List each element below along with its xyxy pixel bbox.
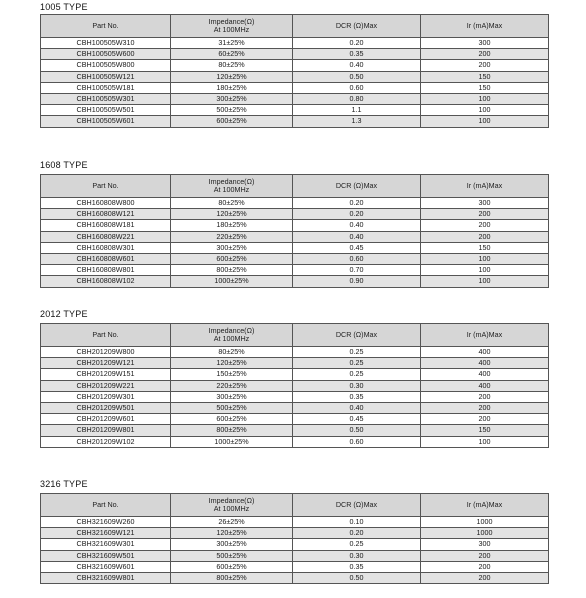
cell-impedance: 800±25%	[171, 572, 293, 583]
cell-impedance: 300±25%	[171, 391, 293, 402]
cell-impedance: 26±25%	[171, 517, 293, 528]
section-title: 2012 TYPE	[40, 309, 88, 319]
cell-ir: 200	[421, 391, 549, 402]
header-dcr: DCR (Ω)Max	[293, 494, 421, 517]
table-row	[41, 347, 549, 358]
cell-part-no: CBH321609W601	[41, 561, 171, 572]
cell-dcr: 0.40	[293, 220, 421, 231]
cell-ir: 200	[421, 220, 549, 231]
cell-part-no: CBH201209W800	[41, 347, 171, 358]
cell-part-no: CBH201209W121	[41, 358, 171, 369]
cell-impedance: 180±25%	[171, 220, 293, 231]
cell-dcr: 0.20	[293, 209, 421, 220]
table-row	[41, 369, 549, 380]
cell-dcr: 0.25	[293, 358, 421, 369]
cell-impedance: 600±25%	[171, 116, 293, 127]
cell-ir: 200	[421, 550, 549, 561]
cell-part-no: CBH321609W801	[41, 572, 171, 583]
spec-table	[40, 174, 549, 288]
table-row	[41, 198, 549, 209]
table-row	[41, 436, 549, 447]
cell-impedance: 220±25%	[171, 231, 293, 242]
cell-dcr: 0.20	[293, 528, 421, 539]
cell-dcr: 0.40	[293, 231, 421, 242]
cell-part-no: CBH160808W181	[41, 220, 171, 231]
header-ir: Ir (mA)Max	[421, 15, 549, 38]
header-impedance-line1: Impedance(Ω)	[208, 496, 255, 505]
table-row	[41, 425, 549, 436]
cell-part-no: CBH201209W501	[41, 402, 171, 413]
cell-dcr: 0.30	[293, 550, 421, 561]
table-row	[41, 276, 549, 287]
cell-ir: 100	[421, 93, 549, 104]
spec-table	[40, 323, 549, 448]
cell-ir: 400	[421, 380, 549, 391]
header-impedance-line1: Impedance(Ω)	[208, 177, 255, 186]
cell-part-no: CBH100505W310	[41, 38, 171, 49]
cell-ir: 200	[421, 561, 549, 572]
cell-part-no: CBH160808W800	[41, 198, 171, 209]
table-row	[41, 380, 549, 391]
cell-dcr: 0.70	[293, 265, 421, 276]
cell-part-no: CBH100505W600	[41, 49, 171, 60]
table-row	[41, 105, 549, 116]
cell-dcr: 0.60	[293, 253, 421, 264]
header-part-no: Part No.	[41, 494, 171, 517]
cell-part-no: CBH100505W301	[41, 93, 171, 104]
header-impedance-line1: Impedance(Ω)	[208, 17, 255, 26]
cell-dcr: 0.30	[293, 380, 421, 391]
table-row	[41, 572, 549, 583]
cell-part-no: CBH100505W501	[41, 105, 171, 116]
cell-ir: 100	[421, 116, 549, 127]
cell-ir: 200	[421, 414, 549, 425]
cell-ir: 150	[421, 82, 549, 93]
header-impedance-line1: Impedance(Ω)	[208, 326, 255, 335]
header-part-no: Part No.	[41, 175, 171, 198]
table-row	[41, 220, 549, 231]
cell-ir: 300	[421, 198, 549, 209]
cell-dcr: 0.50	[293, 71, 421, 82]
cell-part-no: CBH160808W801	[41, 265, 171, 276]
cell-part-no: CBH160808W301	[41, 242, 171, 253]
cell-ir: 300	[421, 539, 549, 550]
cell-part-no: CBH321609W501	[41, 550, 171, 561]
cell-impedance: 600±25%	[171, 253, 293, 264]
table-row	[41, 265, 549, 276]
table-row	[41, 82, 549, 93]
cell-ir: 200	[421, 402, 549, 413]
table-row	[41, 116, 549, 127]
header-impedance	[171, 494, 293, 517]
table-row	[41, 517, 549, 528]
cell-impedance: 300±25%	[171, 539, 293, 550]
cell-impedance: 500±25%	[171, 550, 293, 561]
cell-impedance: 120±25%	[171, 71, 293, 82]
cell-impedance: 1000±25%	[171, 276, 293, 287]
cell-dcr: 0.25	[293, 347, 421, 358]
table-row	[41, 402, 549, 413]
cell-ir: 200	[421, 60, 549, 71]
section-title: 1005 TYPE	[40, 2, 88, 12]
cell-impedance: 120±25%	[171, 358, 293, 369]
header-ir: Ir (mA)Max	[421, 494, 549, 517]
cell-ir: 200	[421, 49, 549, 60]
cell-part-no: CBH160808W601	[41, 253, 171, 264]
table-row	[41, 550, 549, 561]
cell-part-no: CBH201209W301	[41, 391, 171, 402]
cell-part-no: CBH100505W601	[41, 116, 171, 127]
cell-part-no: CBH321609W260	[41, 517, 171, 528]
cell-dcr: 0.40	[293, 60, 421, 71]
cell-impedance: 500±25%	[171, 402, 293, 413]
header-ir: Ir (mA)Max	[421, 175, 549, 198]
cell-dcr: 1.1	[293, 105, 421, 116]
cell-part-no: CBH100505W181	[41, 82, 171, 93]
header-part-no: Part No.	[41, 15, 171, 38]
table-row	[41, 60, 549, 71]
table-row	[41, 539, 549, 550]
cell-part-no: CBH160808W221	[41, 231, 171, 242]
table-row	[41, 242, 549, 253]
header-dcr: DCR (Ω)Max	[293, 175, 421, 198]
cell-ir: 200	[421, 209, 549, 220]
cell-impedance: 80±25%	[171, 198, 293, 209]
table-row	[41, 209, 549, 220]
table-row	[41, 391, 549, 402]
cell-dcr: 0.50	[293, 425, 421, 436]
table-row	[41, 358, 549, 369]
cell-dcr: 1.3	[293, 116, 421, 127]
cell-ir: 150	[421, 242, 549, 253]
cell-impedance: 600±25%	[171, 561, 293, 572]
table-row	[41, 253, 549, 264]
cell-dcr: 0.35	[293, 391, 421, 402]
cell-part-no: CBH321609W121	[41, 528, 171, 539]
cell-dcr: 0.20	[293, 38, 421, 49]
cell-ir: 400	[421, 369, 549, 380]
table-row	[41, 528, 549, 539]
header-ir: Ir (mA)Max	[421, 324, 549, 347]
cell-dcr: 0.10	[293, 517, 421, 528]
cell-part-no: CBH100505W800	[41, 60, 171, 71]
table-row	[41, 49, 549, 60]
cell-ir: 200	[421, 572, 549, 583]
cell-dcr: 0.50	[293, 572, 421, 583]
header-impedance-line2: At 100MHz	[213, 25, 250, 34]
header-dcr: DCR (Ω)Max	[293, 15, 421, 38]
spec-table	[40, 14, 549, 128]
section-title: 1608 TYPE	[40, 160, 88, 170]
table-row	[41, 561, 549, 572]
header-part-no: Part No.	[41, 324, 171, 347]
cell-ir: 100	[421, 253, 549, 264]
cell-dcr: 0.35	[293, 49, 421, 60]
cell-dcr: 0.80	[293, 93, 421, 104]
cell-impedance: 800±25%	[171, 265, 293, 276]
table-row	[41, 38, 549, 49]
cell-dcr: 0.60	[293, 82, 421, 93]
cell-impedance: 500±25%	[171, 105, 293, 116]
spec-table	[40, 493, 549, 584]
cell-part-no: CBH160808W102	[41, 276, 171, 287]
cell-impedance: 220±25%	[171, 380, 293, 391]
header-impedance-line2: At 100MHz	[213, 504, 250, 513]
cell-part-no: CBH201209W601	[41, 414, 171, 425]
cell-impedance: 150±25%	[171, 369, 293, 380]
header-dcr: DCR (Ω)Max	[293, 324, 421, 347]
cell-part-no: CBH100505W121	[41, 71, 171, 82]
cell-part-no: CBH321609W301	[41, 539, 171, 550]
cell-part-no: CBH201209W221	[41, 380, 171, 391]
cell-ir: 100	[421, 105, 549, 116]
header-row	[41, 175, 549, 198]
header-impedance	[171, 15, 293, 38]
cell-ir: 150	[421, 425, 549, 436]
cell-dcr: 0.25	[293, 369, 421, 380]
table-row	[41, 71, 549, 82]
cell-ir: 1000	[421, 517, 549, 528]
cell-ir: 400	[421, 347, 549, 358]
header-impedance-line2: At 100MHz	[213, 185, 250, 194]
cell-ir: 150	[421, 71, 549, 82]
cell-ir: 300	[421, 38, 549, 49]
table-row	[41, 93, 549, 104]
cell-impedance: 60±25%	[171, 49, 293, 60]
cell-dcr: 0.90	[293, 276, 421, 287]
cell-impedance: 120±25%	[171, 209, 293, 220]
cell-impedance: 300±25%	[171, 242, 293, 253]
header-impedance	[171, 324, 293, 347]
cell-dcr: 0.40	[293, 402, 421, 413]
cell-ir: 100	[421, 436, 549, 447]
header-row	[41, 15, 549, 38]
cell-impedance: 180±25%	[171, 82, 293, 93]
cell-ir: 200	[421, 231, 549, 242]
cell-ir: 1000	[421, 528, 549, 539]
cell-impedance: 80±25%	[171, 347, 293, 358]
cell-ir: 100	[421, 276, 549, 287]
cell-part-no: CBH201209W801	[41, 425, 171, 436]
cell-dcr: 0.35	[293, 561, 421, 572]
cell-dcr: 0.60	[293, 436, 421, 447]
cell-part-no: CBH160808W121	[41, 209, 171, 220]
cell-impedance: 80±25%	[171, 60, 293, 71]
header-impedance-line2: At 100MHz	[213, 334, 250, 343]
header-row	[41, 494, 549, 517]
cell-impedance: 800±25%	[171, 425, 293, 436]
cell-ir: 100	[421, 265, 549, 276]
header-impedance	[171, 175, 293, 198]
cell-dcr: 0.20	[293, 198, 421, 209]
section-title: 3216 TYPE	[40, 479, 88, 489]
cell-ir: 400	[421, 358, 549, 369]
cell-impedance: 120±25%	[171, 528, 293, 539]
table-row	[41, 231, 549, 242]
cell-part-no: CBH201209W151	[41, 369, 171, 380]
cell-impedance: 600±25%	[171, 414, 293, 425]
cell-dcr: 0.45	[293, 414, 421, 425]
cell-dcr: 0.45	[293, 242, 421, 253]
cell-impedance: 300±25%	[171, 93, 293, 104]
table-row	[41, 414, 549, 425]
cell-impedance: 31±25%	[171, 38, 293, 49]
cell-impedance: 1000±25%	[171, 436, 293, 447]
cell-dcr: 0.25	[293, 539, 421, 550]
header-row	[41, 324, 549, 347]
cell-part-no: CBH201209W102	[41, 436, 171, 447]
